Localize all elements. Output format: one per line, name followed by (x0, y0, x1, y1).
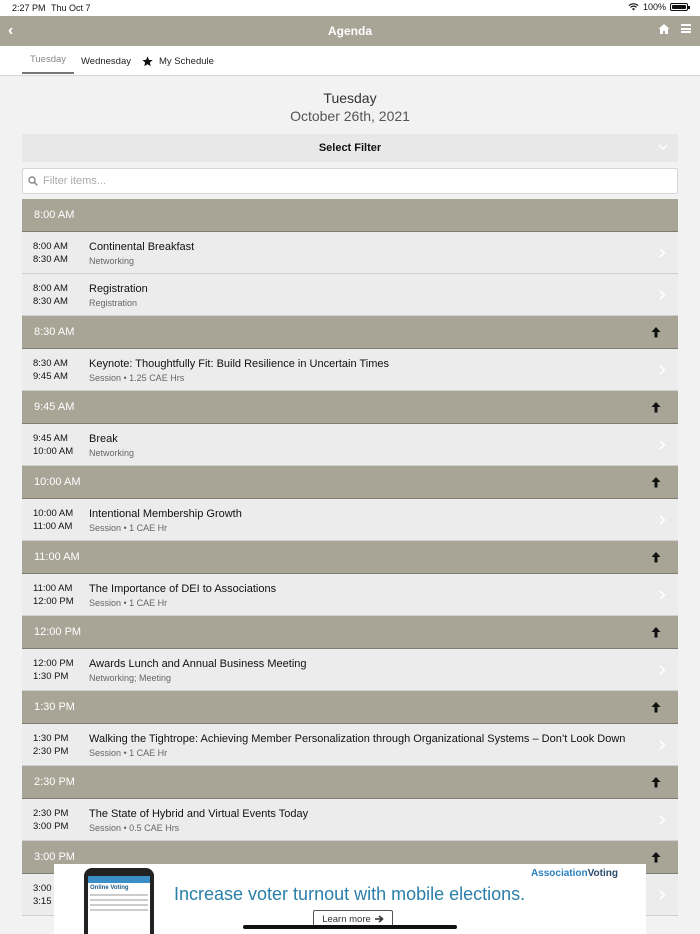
session-row[interactable] (22, 424, 678, 466)
session-subtitle: Session • 0.5 CAE Hrs (89, 823, 180, 833)
hour-header (22, 766, 678, 799)
session-title: Keynote: Thoughtfully Fit: Build Resilience in Uncertain Times (89, 358, 389, 370)
session-end: 2:30 PM (33, 745, 69, 757)
arrow-up-icon[interactable] (651, 401, 661, 413)
chevron-right-icon (659, 440, 666, 450)
agenda-list (22, 199, 678, 916)
session-end: 8:30 AM (33, 295, 68, 307)
status-bar (0, 0, 700, 16)
session-start: 8:30 AM (33, 358, 68, 369)
session-start: 10:00 AM (33, 508, 74, 519)
day-name: Tuesday (323, 90, 377, 106)
arrow-up-icon[interactable] (651, 326, 661, 338)
arrow-up-icon[interactable] (651, 551, 661, 563)
ad-brand-logo: AssociationVoting (530, 868, 618, 879)
session-title: Registration (89, 283, 148, 295)
status-time: 2:27 PM (12, 3, 46, 13)
chevron-right-icon (659, 515, 666, 525)
hour-header (22, 691, 678, 724)
session-start: 9:45 AM (33, 433, 68, 444)
arrow-up-icon[interactable] (651, 626, 661, 638)
ad-phone-image (84, 868, 154, 934)
session-time (33, 241, 88, 266)
status-date: Thu Oct 7 (51, 3, 91, 13)
home-icon[interactable] (658, 23, 670, 35)
tab-my-schedule[interactable] (142, 46, 214, 76)
tab-tuesday[interactable]: Tuesday (22, 46, 74, 74)
hour-header (22, 466, 678, 499)
learn-more-label: Learn more (322, 913, 371, 925)
home-indicator (243, 925, 457, 929)
session-end: 9:45 AM (33, 370, 68, 382)
hour-label: 1:30 PM (34, 701, 75, 713)
session-row[interactable] (22, 799, 678, 841)
session-time (33, 583, 88, 608)
arrow-up-icon[interactable] (651, 776, 661, 788)
arrow-up-icon[interactable] (651, 701, 661, 713)
ad-banner[interactable] (54, 864, 646, 934)
session-subtitle: Networking (89, 256, 135, 266)
session-row[interactable] (22, 274, 678, 316)
menu-icon[interactable] (681, 24, 691, 33)
search-icon (28, 176, 38, 186)
battery-icon (670, 3, 688, 11)
session-row[interactable] (22, 724, 678, 766)
arrow-up-icon[interactable] (651, 851, 661, 863)
session-title: The Importance of DEI to Associations (89, 583, 277, 595)
hour-label: 3:00 PM (34, 851, 75, 863)
session-title: Break (89, 433, 118, 445)
session-time (33, 508, 88, 533)
day-date: October 26th, 2021 (290, 108, 410, 124)
session-title: Walking the Tightrope: Achieving Member Personalization through Organizational Systems – Don’t Look Down (89, 733, 626, 745)
filter-input[interactable] (43, 172, 643, 190)
chevron-right-icon (659, 365, 666, 375)
session-start: 3:00 (33, 883, 52, 894)
session-title: Continental Breakfast (89, 241, 195, 253)
hour-label: 8:30 AM (34, 326, 75, 338)
session-subtitle: Networking; Meeting (89, 673, 172, 683)
page-title: Agenda (327, 24, 372, 38)
hour-label: 11:00 AM (34, 551, 80, 563)
session-subtitle: Session • 1 CAE Hr (89, 523, 168, 533)
session-row[interactable] (22, 349, 678, 391)
star-icon (142, 56, 153, 67)
hour-header (22, 541, 678, 574)
select-filter-dropdown[interactable] (22, 134, 678, 162)
hour-label: 9:45 AM (34, 401, 75, 413)
session-time (33, 658, 88, 683)
session-start: 2:30 PM (33, 808, 69, 819)
hour-label: 8:00 AM (34, 209, 75, 221)
session-row[interactable] (22, 499, 678, 541)
session-subtitle: Registration (89, 298, 138, 308)
session-end: 1:30 PM (33, 670, 69, 682)
select-filter-label: Select Filter (318, 142, 382, 154)
chevron-right-icon (659, 890, 666, 900)
chevron-right-icon (659, 815, 666, 825)
session-title: Intentional Membership Growth (89, 508, 242, 520)
session-time (33, 808, 88, 833)
hour-header (22, 616, 678, 649)
nav-bar (0, 16, 700, 46)
session-end: 8:30 AM (33, 253, 68, 265)
session-title: The State of Hybrid and Virtual Events Today (89, 808, 309, 820)
session-start: 12:00 PM (33, 658, 74, 669)
session-end: 12:00 PM (33, 595, 74, 607)
chevron-right-icon (659, 248, 666, 258)
session-subtitle: Session • 1.25 CAE Hrs (89, 373, 185, 383)
session-end: 3:00 PM (33, 820, 69, 832)
tab-wednesday[interactable]: Wednesday (81, 55, 131, 67)
session-start: 1:30 PM (33, 733, 69, 744)
hour-header (22, 199, 678, 232)
ad-phone-title: Online Voting (90, 885, 129, 891)
tab-my-schedule-label: My Schedule (159, 55, 214, 67)
session-time (33, 358, 88, 383)
ad-headline: Increase voter turnout with mobile elections. (174, 884, 526, 904)
chevron-right-icon (659, 290, 666, 300)
chevron-right-icon (659, 590, 666, 600)
session-subtitle: Session • 1 CAE Hr (89, 598, 168, 608)
filter-search-box (22, 168, 678, 194)
hour-header (22, 316, 678, 349)
session-row[interactable] (22, 649, 678, 691)
hour-label: 2:30 PM (34, 776, 75, 788)
session-start: 11:00 AM (33, 583, 73, 594)
session-end: 3:15 (33, 895, 52, 907)
session-start: 8:00 AM (33, 241, 68, 252)
session-time (33, 433, 88, 458)
session-subtitle: Networking (89, 448, 135, 458)
session-end: 10:00 AM (33, 445, 74, 457)
session-row[interactable] (22, 232, 678, 274)
session-start: 8:00 AM (33, 283, 68, 294)
session-time (33, 733, 88, 758)
hour-header (22, 391, 678, 424)
arrow-right-icon (375, 915, 384, 923)
session-time (33, 283, 88, 308)
session-row[interactable] (22, 574, 678, 616)
arrow-up-icon[interactable] (651, 476, 661, 488)
wifi-icon (628, 3, 639, 11)
status-right (628, 2, 688, 12)
day-tabs (0, 46, 700, 76)
hour-label: 10:00 AM (34, 476, 81, 488)
session-subtitle: Session • 1 CAE Hr (89, 748, 168, 758)
chevron-right-icon (659, 665, 666, 675)
hour-label: 12:00 PM (34, 626, 82, 638)
battery-percent: 100% (642, 2, 666, 12)
chevron-down-icon (658, 142, 668, 152)
back-icon[interactable]: ‹ (8, 22, 14, 39)
session-title: Awards Lunch and Annual Business Meeting (89, 658, 307, 670)
session-end: 11:00 AM (33, 520, 73, 532)
chevron-right-icon (659, 740, 666, 750)
